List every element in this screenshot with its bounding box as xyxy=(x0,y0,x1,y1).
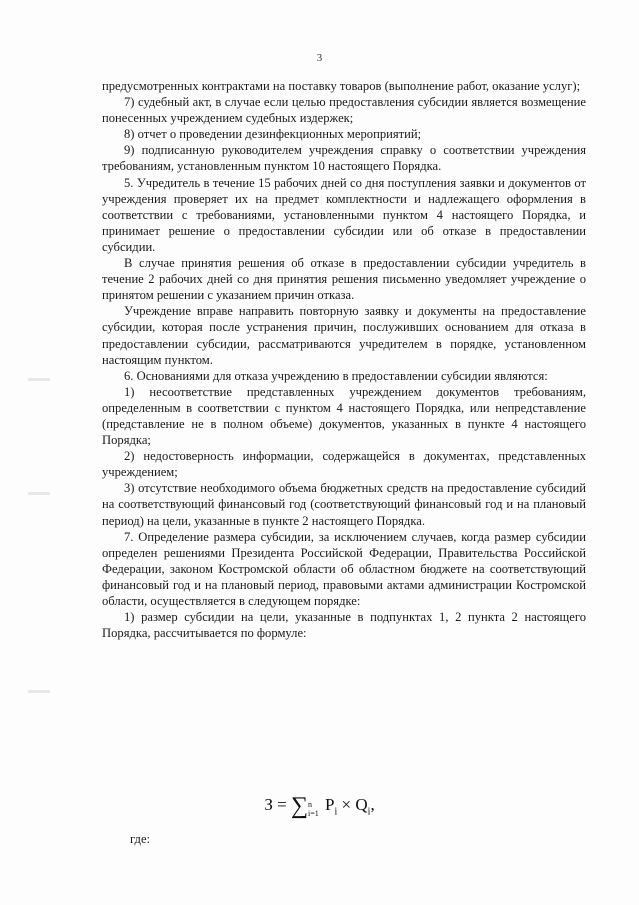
scan-artifact xyxy=(28,492,50,495)
formula-upper-limit: n xyxy=(308,800,313,809)
formula-lower-limit: i=1 xyxy=(308,809,319,818)
formula-lhs: З xyxy=(264,795,273,814)
paragraph: 5. Учредитель в течение 15 рабочих дней со дня поступления заявки и документов от учреждения проверяет их на предмет комплектности и надлежащего оформления в соответствии с требованиями, установленными пунктом 4 настоящего Порядка, и принимает решение о предоставлении субсидии или об отказе в предоставлении субсидии. xyxy=(102,175,586,254)
paragraph: 6. Основаниями для отказа учреждению в предоставлении субсидии являются: xyxy=(124,368,548,383)
formula-sum-limits xyxy=(308,800,319,818)
formula-term-q: Q xyxy=(355,795,368,814)
paragraph: 1) несоответствие представленных учреждением документов требованиям, определенным в соответствии с пунктом 4 настоящего Порядка, или непредставление (представление не в полном объеме) документов, указанных в пункте 4 настоящего Порядка; xyxy=(102,384,586,448)
subsidy-formula xyxy=(0,793,639,820)
formula-sub-q: i xyxy=(367,806,371,818)
formula-sum-symbol: ∑ xyxy=(290,793,309,819)
formula-sub-p: i xyxy=(334,806,338,818)
formula-comma: , xyxy=(370,795,375,814)
paragraph: 7. Определение размера субсидии, за исключением случаев, когда размер субсидии определен решениями Президента Российской Федерации, Правительства Российской Федерации, законом Костромской области об областном бюджете на соответствующий финансовый год и на плановый период, правовыми актами администрации Костромской области, осуществляется в следующем порядке: xyxy=(102,529,586,608)
paragraph: 8) отчет о проведении дезинфекционных мероприятий; xyxy=(124,127,422,142)
paragraph: В случае принятия решения об отказе в предоставлении субсидии учредитель в течение 2 рабочих дней со дня принятия решения письменно уведомляет учреждение о принятом решении с указанием причин отказа. xyxy=(102,256,586,303)
paragraph: 2) недостоверность информации, содержащейся в документах, представленных учреждением; xyxy=(102,449,586,480)
scan-artifact xyxy=(28,378,50,381)
paragraph: 7) судебный акт, в случае если целью предоставления субсидии является возмещение понесенных учреждением судебных издержек; xyxy=(102,95,586,126)
paragraph: 3) отсутствие необходимого объема бюджетных средств на предоставление субсидий на соответствующий финансовый год (соответствующий финансовый год и на плановый период) на цели, указанные в пункте 2 настоящего Порядка. xyxy=(102,481,586,528)
document-body xyxy=(102,78,586,641)
scan-artifact xyxy=(28,690,50,693)
page-number: 3 xyxy=(316,52,323,64)
paragraph: 9) подписанную руководителем учреждения справку о соответствии учреждения требованиям, установленным пунктом 10 настоящего Порядка. xyxy=(102,143,586,174)
formula-term-p: P xyxy=(325,795,335,814)
formula-equals: = xyxy=(277,795,287,814)
formula-times: × xyxy=(341,795,352,814)
paragraph: 1) размер субсидии на цели, указанные в подпунктах 1, 2 пункта 2 настоящего Порядка, рассчитывается по формуле: xyxy=(102,610,586,641)
where-label: где: xyxy=(130,832,151,846)
paragraph: Учреждение вправе направить повторную заявку и документы на предоставление субсидии, которая после устранения причин, послуживших основанием для отказа в предоставлении субсидии, рассматриваются учредителем в порядке, установленном настоящим пунктом. xyxy=(102,304,586,367)
paragraph: предусмотренных контрактами на поставку товаров (выполнение работ, оказание услуг); xyxy=(102,79,581,93)
